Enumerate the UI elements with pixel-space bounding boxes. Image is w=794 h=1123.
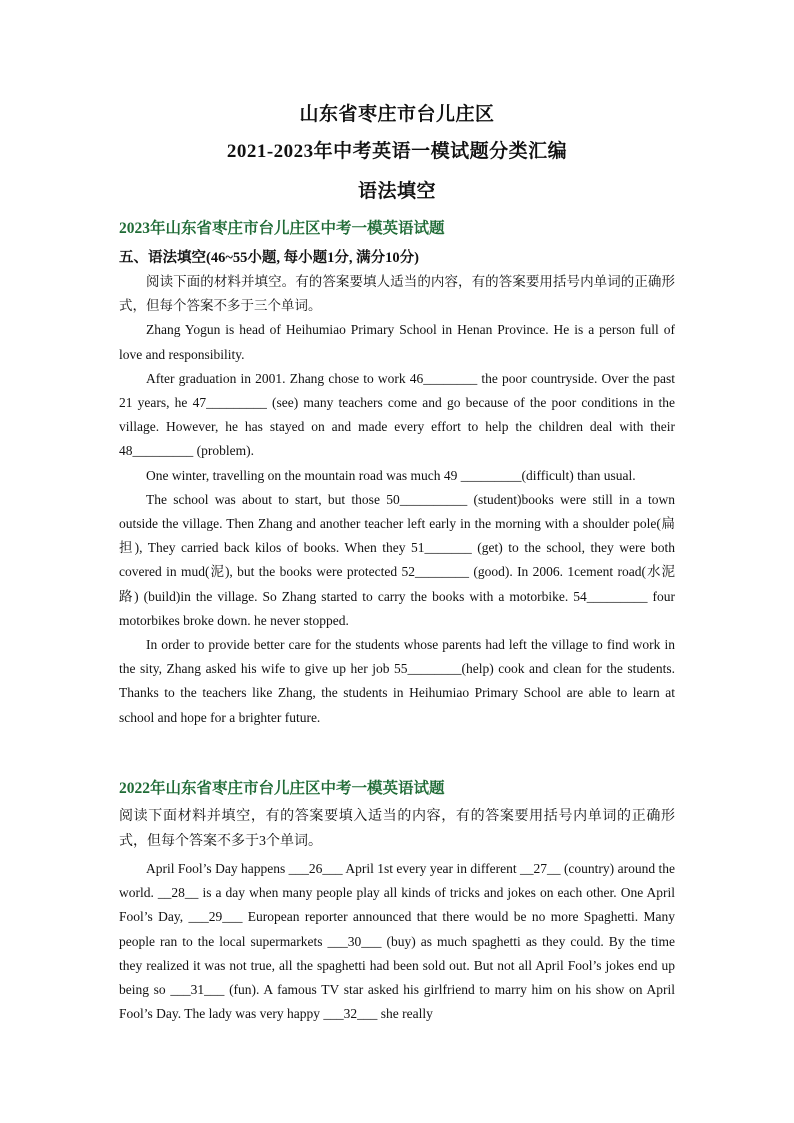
instruction-paragraph: 阅读下面的材料并填空。有的答案要填人适当的内容，有的答案要用括号内单词的正确形式，但每个答案不多于三个单词。 bbox=[119, 274, 675, 314]
section-2023-passage bbox=[119, 270, 675, 730]
passage-paragraph-2: After graduation in 2001. Zhang chose to work 46________ the poor countryside. Over the past 21 years, he 47_________ (see) many teachers come and go because of the poor conditions in the village. However, he has stayed on and made every effort to help the children deal with their 48_________ (problem). bbox=[119, 370, 675, 459]
passage-paragraph-1: Zhang Yogun is head of Heihumiao Primary School in Henan Province. He is a person full of love and responsibility. bbox=[119, 322, 675, 362]
passage-paragraph-2022: April Fool’s Day happens ___26___ April 1st every year in different __27__ (country) around the world. __28__ is a day when many people play all kinds of tricks and jokes on each other. One April Fool’s Day, ___29___ European reporter announced that there would be no more Spaghetti. Many people ran to the local supermarkets ___30___ (buy) as much spaghetti as they could. By the time they realized it was not true, all the spaghetti had been sold out. But not all April Fool’s jokes end up being so ___31___ (fun). A famous TV star asked his girlfriend to marry him on his show on April Fool’s Day. The lady was very happy ___32___ she really bbox=[119, 861, 675, 1022]
passage-paragraph-3: One winter, travelling on the mountain road was much 49 _________(difficult) than usual. bbox=[146, 467, 636, 483]
doc-title-region: 山东省枣庄市台儿庄区 bbox=[299, 104, 495, 125]
passage-paragraph-5: In order to provide better care for the students whose parents had left the village to find work in the sity, Zhang asked his wife to give up her job 55________(help) cook and clean for the students. Thanks to the teachers like Zhang, the students in Heihumiao Primary School are able to learn at school and hope for a brighter future. bbox=[119, 637, 675, 725]
passage-paragraph-4: The school was about to start, but those 50__________ (student)books were still in a town outside the village. Then Zhang and another teacher left early in the morning with a shoulder pole(扁担), They carried back kilos of books. When they 51_______ (get) to the school, they were both covered in mud(泥), but the books were protected 52________ (good). In 2006. 1cement road(水泥路) (build)in the village. So Zhang started to carry the books with a motorbike. 54_________ four motorbikes broke down. he never stopped. bbox=[119, 491, 675, 628]
section-2022-instruction bbox=[119, 805, 675, 854]
doc-title-years: 2021-2023年中考英语一模试题分类汇编 bbox=[226, 141, 568, 162]
section-2022-heading: 2022年山东省枣庄市台儿庄区中考一模英语试题 bbox=[119, 780, 445, 797]
instruction-paragraph-2022: 阅读下面材料并填空，有的答案要填入适当的内容，有的答案要用括号内单词的正确形式，但每个答案不多于3个单词。 bbox=[119, 809, 675, 849]
section-2022-passage bbox=[119, 857, 675, 1026]
section-2023-heading: 2023年山东省枣庄市台儿庄区中考一模英语试题 bbox=[119, 220, 445, 237]
doc-title-topic: 语法填空 bbox=[357, 181, 436, 202]
section-2023-subheading: 五、语法填空(46~55小题, 每小题1分, 满分10分) bbox=[119, 250, 419, 266]
